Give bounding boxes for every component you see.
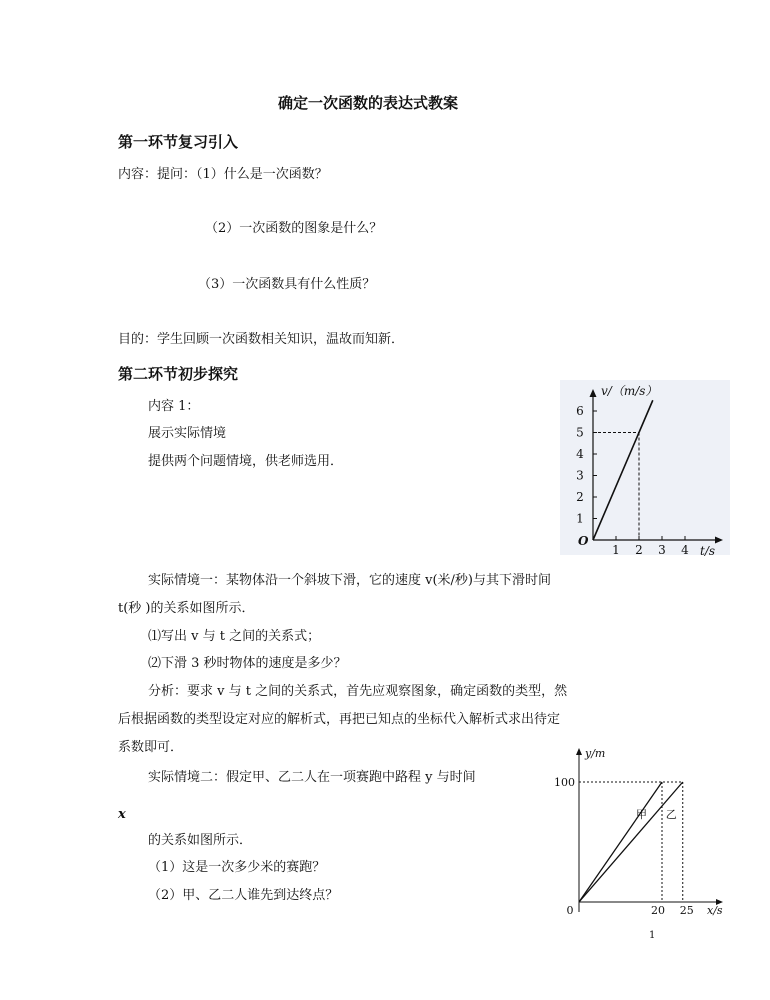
y-tick-label: 4 <box>576 447 584 461</box>
series-line <box>579 782 662 902</box>
x-axis-label: x/s <box>707 904 723 917</box>
scenario2-x: x <box>118 807 126 822</box>
content-label: 内容 1： <box>148 399 200 414</box>
y-tick-label: 6 <box>576 404 584 418</box>
y-tick-label: 5 <box>576 425 584 440</box>
show-situation: 展示实际情境 <box>148 426 227 441</box>
x-tick-label: 4 <box>681 543 689 557</box>
scenario2-q2: （2）甲、乙二人谁先到达终点？ <box>148 888 339 903</box>
series-line <box>579 782 683 902</box>
page-number: 1 <box>649 930 656 941</box>
provide-text: 提供两个问题情境，供老师选用． <box>148 454 344 469</box>
scenario1-line2: t(秒 )的关系如图所示． <box>118 601 255 616</box>
x-tick-label: 20 <box>651 904 665 917</box>
scenario2-q1: （1）这是一次多少米的赛跑？ <box>148 860 326 875</box>
y-axis-label: y/m <box>585 747 606 760</box>
series-label: 甲 <box>636 808 647 821</box>
y-axis-label: v/（m/s） <box>601 384 658 398</box>
section1-question-2: （2）一次函数的图象是什么？ <box>205 221 383 236</box>
origin-label: O <box>578 534 589 548</box>
x-tick-label: 2 <box>635 543 643 557</box>
y-tick-label: 100 <box>554 776 575 789</box>
page-title: 确定一次函数的表达式教案 <box>278 94 459 112</box>
scenario2-line2: 的关系如图所示． <box>148 833 253 848</box>
analysis-line3: 系数即可． <box>118 740 184 755</box>
section1-content: 内容：提问：（1）什么是一次函数？ <box>118 167 328 182</box>
series-label: 乙 <box>665 808 677 821</box>
section2-heading: 第二环节初步探究 <box>118 365 239 383</box>
y-tick-label: 1 <box>576 511 584 526</box>
scenario1-q1: ⑴写出 v 与 t 之间的关系式； <box>148 629 321 644</box>
analysis-line2: 后根据函数的类型设定对应的解析式，再把已知点的坐标代入解析式求出待定 <box>118 712 561 727</box>
race-distance-chart <box>547 745 732 920</box>
analysis-line1: 分析：要求 v 与 t 之间的关系式，首先应观察图象，确定函数的类型，然 <box>148 684 568 699</box>
x-tick-label: 25 <box>679 904 694 917</box>
y-axis-arrow <box>576 748 582 755</box>
scenario1-line1: 实际情境一：某物体沿一个斜坡下滑，它的速度 v(米/秒)与其下滑时间 <box>148 573 552 588</box>
origin-label: 0 <box>566 904 574 917</box>
scenario2-line1: 实际情境二：假定甲、乙二人在一项赛跑中路程 y 与时间 <box>148 770 476 785</box>
scenario1-q2: ⑵下滑 3 秒时物体的速度是多少？ <box>148 656 347 671</box>
section1-heading: 第一环节复习引入 <box>118 133 239 151</box>
section1-purpose: 目的：学生回顾一次函数相关知识，温故而知新． <box>118 332 405 347</box>
section1-question-3: （3）一次函数具有什么性质？ <box>198 277 376 292</box>
y-tick-label: 2 <box>576 490 584 504</box>
velocity-time-chart <box>560 380 730 558</box>
chart-background <box>560 380 730 555</box>
x-axis-label: t/s <box>700 544 716 558</box>
y-tick-label: 3 <box>576 468 584 483</box>
x-tick-label: 3 <box>658 543 666 557</box>
x-tick-label: 1 <box>612 543 620 557</box>
